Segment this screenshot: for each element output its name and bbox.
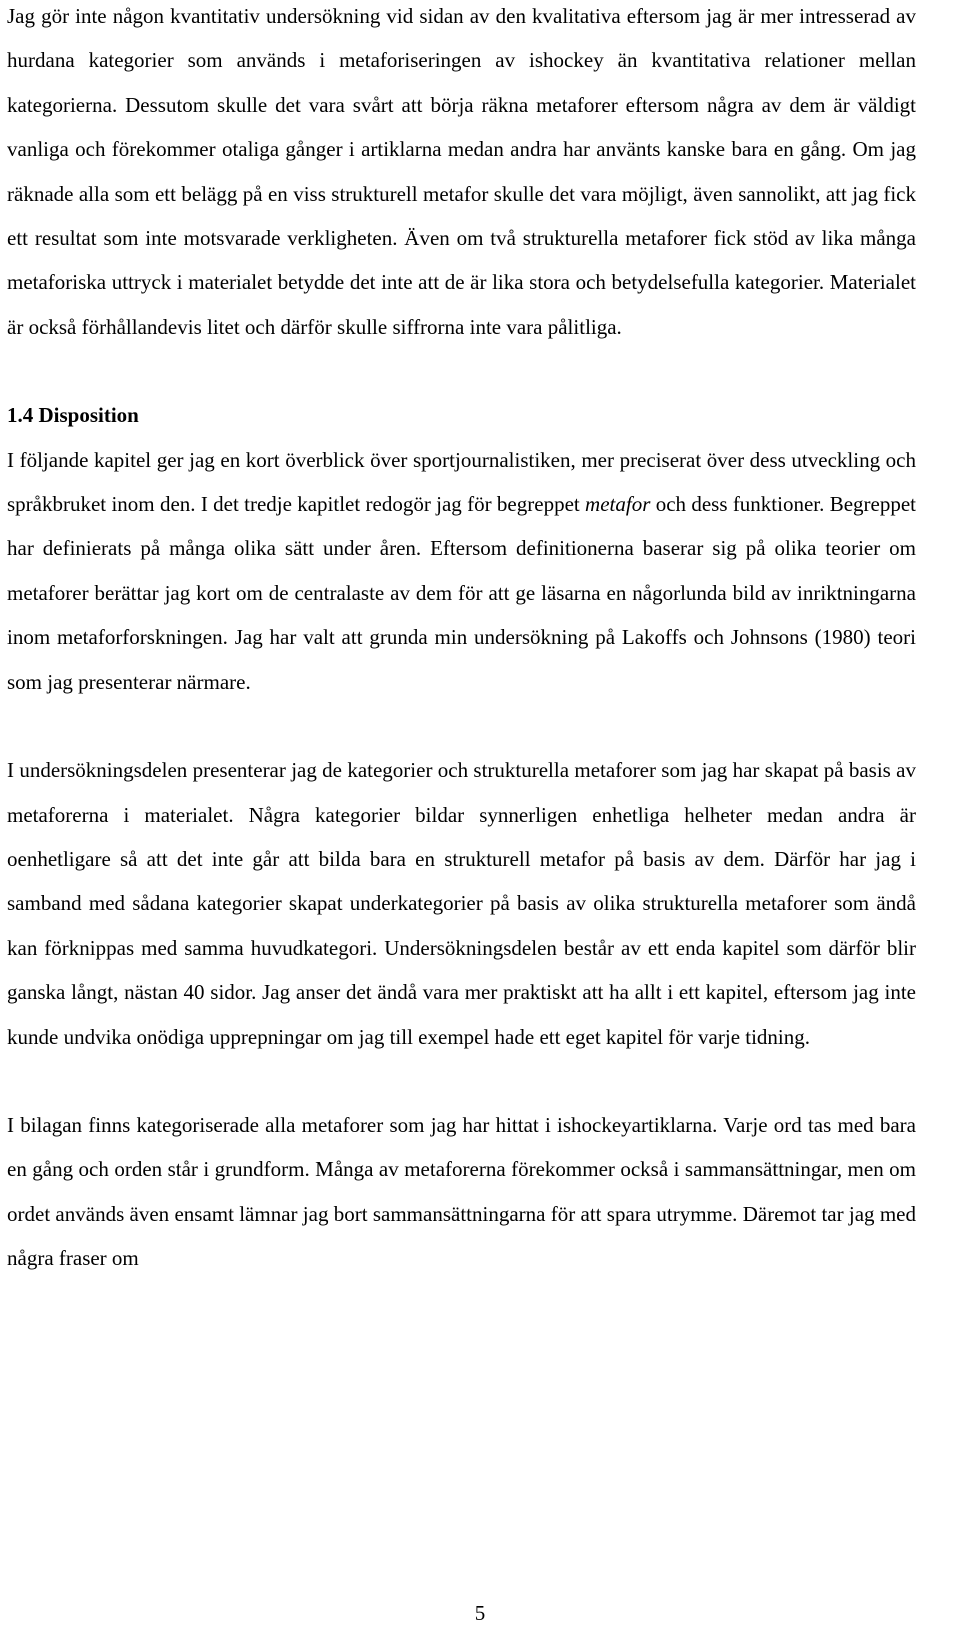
disposition-text-end: och dess funktioner. Begreppet har definierats på många olika sätt under åren. Eftersom definitionerna baserar sig på olika teorier om metaforer berättar jag kort om de centralaste av dem för att ge läsarna en någorlunda bild av inriktningarna inom metaforforskningen. Jag har valt att grunda min undersökning på Lakoffs och Johnsons (1980) teori som jag presenterar närmare. [7, 492, 916, 694]
disposition-text-start: I följande kapitel ger jag en kort överblick över sportjournalistiken, mer preciserat över dess utveckling och språkbruket inom den. I det tredje kapitlet redogör jag för begreppet [7, 447, 916, 517]
disposition-paragraph [7, 438, 916, 704]
page-number: 5 [474, 1601, 486, 1625]
appendix-paragraph: I bilagan finns kategoriserade alla metaforer som jag har hittat i ishockeyartiklarna. Varje ord tas med bara en gång och orden står i grundform. Många av metaforerna förekommer också i sammansättningar, men om ordet används även ensamt lämnar jag bort sammansättningarna för att spara utrymme. Däremot tar jag med några fraser om [7, 1112, 916, 1271]
term-metafor: metafor [585, 492, 651, 517]
section-heading: 1.4 Disposition [7, 403, 139, 428]
document-page [7, 0, 916, 1281]
study-paragraph: I undersökningsdelen presenterar jag de kategorier och strukturella metaforer som jag har skapat på basis av metaforerna i materialet. Några kategorier bildar synnerligen enhetliga helheter medan andra är oenhetligare så att det inte går att bilda bara en strukturell metafor på basis av dem. Därför har jag i samband med sådana kategorier skapat underkategorier på basis av olika strukturella metaforer som ändå kan förknippas med samma huvudkategori. Undersökningsdelen består av ett enda kapitel som därför blir ganska långt, nästan 40 sidor. Jag anser det ändå vara mer praktiskt att ha allt i ett kapitel, eftersom jag inte kunde undvika onödiga upprepningar om jag till exempel hade ett eget kapitel för varje tidning. [7, 758, 916, 1049]
intro-paragraph: Jag gör inte någon kvantitativ undersökning vid sidan av den kvalitativa eftersom jag är mer intresserad av hurdana kategorier som används i metaforiseringen av ishockey än kvantitativa relationer mellan kategorierna. Dessutom skulle det vara svårt att börja räkna metaforer eftersom några av dem är väldigt vanliga och förekommer otaliga gånger i artiklarna medan andra har använts kanske bara en gång. Om jag räknade alla som ett belägg på en viss strukturell metafor skulle det vara möjligt, även sannolikt, att jag fick ett resultat som inte motsvarade verkligheten. Även om två strukturella metaforer fick stöd av lika många metaforiska uttryck i materialet betydde det inte att de är lika stora och betydelsefulla kategorier. Materialet är också förhållandevis litet och därför skulle siffrorna inte vara pålitliga. [7, 4, 916, 339]
